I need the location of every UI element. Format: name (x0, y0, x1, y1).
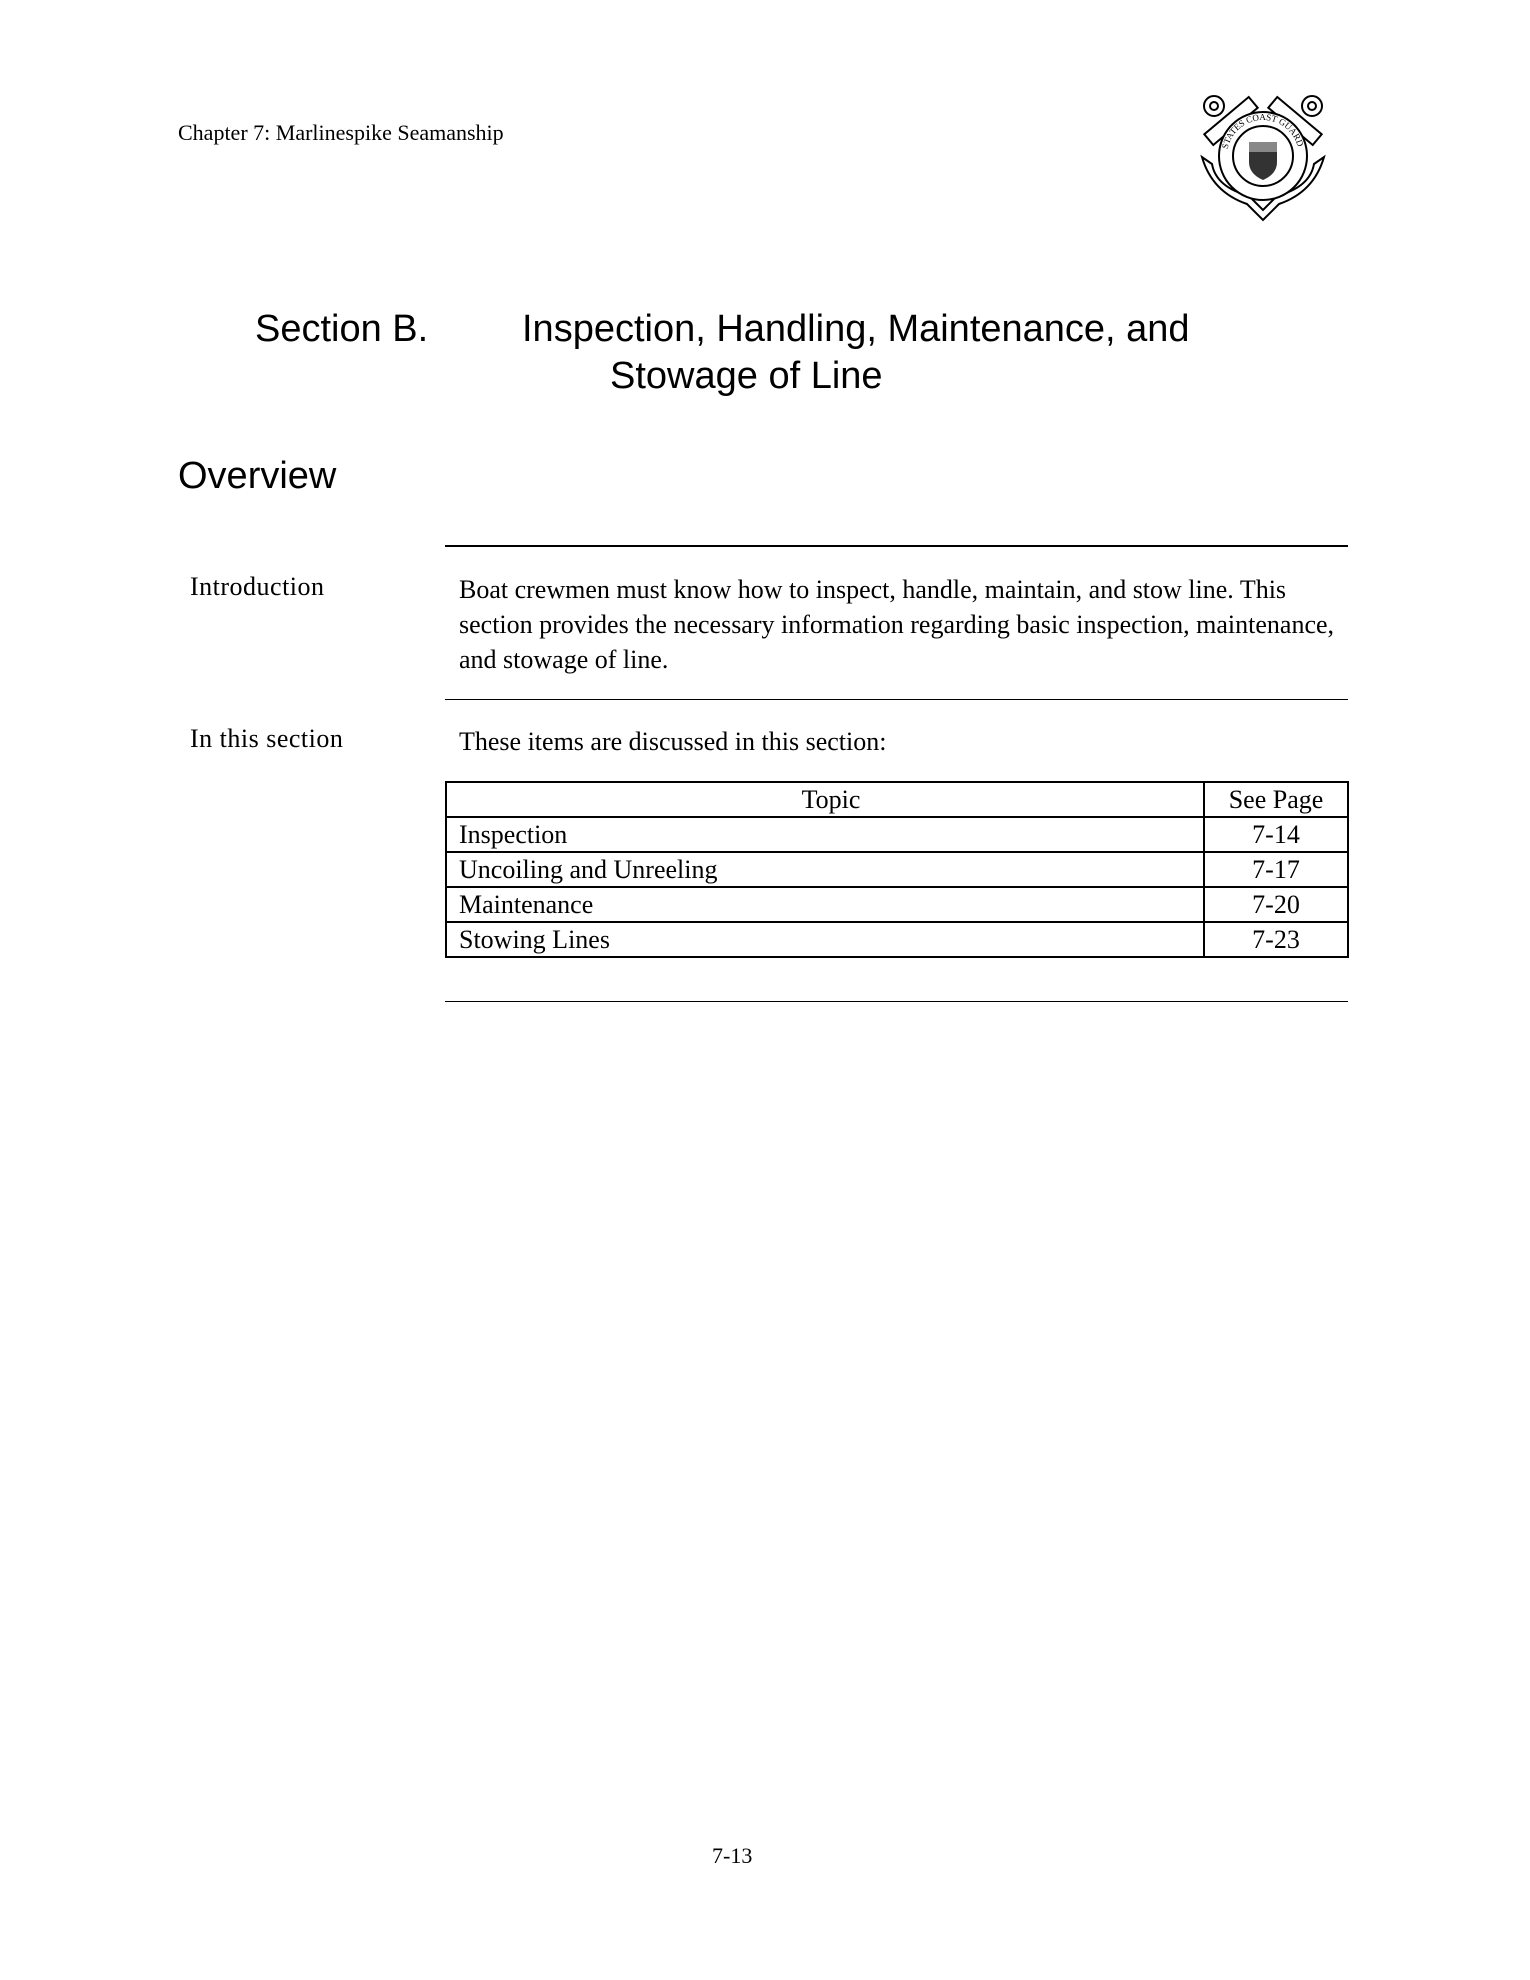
chapter-header: Chapter 7: Marlinespike Seamanship (178, 120, 504, 145)
section-title-line2: Stowage of Line (610, 355, 883, 397)
column-header-page: See Page (1204, 782, 1348, 817)
topic-cell: Stowing Lines (446, 922, 1204, 957)
coast-guard-seal-logo (1192, 92, 1334, 226)
topic-cell: Uncoiling and Unreeling (446, 852, 1204, 887)
page-cell: 7-20 (1204, 887, 1348, 922)
introduction-label: Introduction (190, 572, 325, 601)
table-row (446, 852, 1348, 887)
page-number: 7-13 (712, 1843, 753, 1868)
page-cell: 7-23 (1204, 922, 1348, 957)
divider (445, 699, 1348, 700)
topics-table (445, 781, 1349, 958)
topic-cell: Inspection (446, 817, 1204, 852)
table-row (446, 817, 1348, 852)
svg-text:STATES COAST GUARD: STATES COAST GUARD (1219, 111, 1306, 150)
table-row (446, 922, 1348, 957)
in-this-section-text: These items are discussed in this section: (459, 727, 887, 756)
page-cell: 7-14 (1204, 817, 1348, 852)
divider (445, 1001, 1348, 1002)
section-number: Section B. (255, 308, 429, 350)
overview-heading: Overview (178, 455, 337, 497)
table-header-row (446, 782, 1348, 817)
page-cell: 7-17 (1204, 852, 1348, 887)
section-title-line1: Inspection, Handling, Maintenance, and (522, 308, 1190, 350)
in-this-section-label: In this section (190, 724, 344, 753)
column-header-topic: Topic (446, 782, 1204, 817)
divider (445, 545, 1348, 547)
topic-cell: Maintenance (446, 887, 1204, 922)
introduction-text: Boat crewmen must know how to inspect, handle, maintain, and stow line. This section provides the necessary information regarding basic inspection, maintenance, and stowage of line. (459, 575, 1335, 674)
table-row (446, 887, 1348, 922)
